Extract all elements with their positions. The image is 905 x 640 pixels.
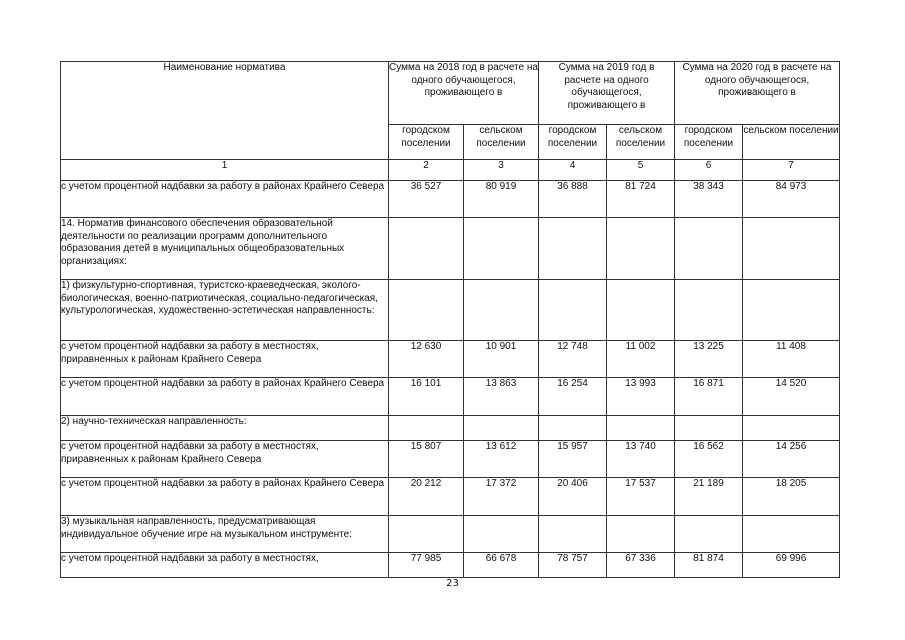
value-cell bbox=[675, 218, 743, 280]
value-cell bbox=[464, 416, 539, 441]
value-cell: 13 863 bbox=[464, 378, 539, 416]
value-cell bbox=[389, 218, 464, 280]
value-cell bbox=[743, 218, 840, 280]
value-cell: 11 002 bbox=[607, 341, 675, 378]
table-row bbox=[61, 441, 840, 478]
normative-table bbox=[60, 61, 840, 578]
header-row-groups bbox=[61, 62, 840, 125]
value-cell bbox=[675, 516, 743, 553]
value-cell bbox=[743, 416, 840, 441]
value-cell: 10 901 bbox=[464, 341, 539, 378]
subheader-rural-2018: сельском поселении bbox=[464, 125, 539, 160]
subheader-urban-2018: городском поселении bbox=[389, 125, 464, 160]
table-row bbox=[61, 378, 840, 416]
value-cell bbox=[464, 516, 539, 553]
value-cell bbox=[539, 416, 607, 441]
value-cell: 38 343 bbox=[675, 181, 743, 218]
value-cell: 14 256 bbox=[743, 441, 840, 478]
column-number: 4 bbox=[539, 160, 607, 181]
column-number: 7 bbox=[743, 160, 840, 181]
value-cell: 67 336 bbox=[607, 553, 675, 578]
value-cell: 11 408 bbox=[743, 341, 840, 378]
value-cell: 36 527 bbox=[389, 181, 464, 218]
column-number: 5 bbox=[607, 160, 675, 181]
table-row bbox=[61, 280, 840, 341]
value-cell: 16 871 bbox=[675, 378, 743, 416]
subheader-urban-2019: городском поселении bbox=[539, 125, 607, 160]
value-cell: 15 957 bbox=[539, 441, 607, 478]
value-cell: 21 189 bbox=[675, 478, 743, 516]
column-group-2020: Сумма на 2020 год в расчете на одного обучающегося, проживающего в bbox=[675, 62, 840, 125]
header-row-numbers bbox=[61, 160, 840, 181]
column-header-name: Наименование норматива bbox=[61, 62, 389, 160]
value-cell: 13 740 bbox=[607, 441, 675, 478]
row-name: 14. Норматив финансового обеспечения образовательной деятельности по реализации программ дополнительного образования детей в муниципальных общеобразовательных организациях: bbox=[61, 218, 389, 280]
value-cell: 12 748 bbox=[539, 341, 607, 378]
table-row bbox=[61, 478, 840, 516]
value-cell: 16 101 bbox=[389, 378, 464, 416]
value-cell: 18 205 bbox=[743, 478, 840, 516]
value-cell bbox=[607, 280, 675, 341]
value-cell: 13 225 bbox=[675, 341, 743, 378]
subheader-urban-2020: городском поселении bbox=[675, 125, 743, 160]
value-cell: 84 973 bbox=[743, 181, 840, 218]
subheader-rural-2019: сельском поселении bbox=[607, 125, 675, 160]
value-cell: 12 630 bbox=[389, 341, 464, 378]
table-row bbox=[61, 516, 840, 553]
column-number: 1 bbox=[61, 160, 389, 181]
value-cell bbox=[675, 280, 743, 341]
table-row bbox=[61, 341, 840, 378]
value-cell bbox=[464, 280, 539, 341]
value-cell: 66 678 bbox=[464, 553, 539, 578]
row-name: с учетом процентной надбавки за работу в районах Крайнего Севера bbox=[61, 478, 389, 516]
row-name: с учетом процентной надбавки за работу в местностях, приравненных к районам Крайнего Севера bbox=[61, 441, 389, 478]
value-cell bbox=[675, 416, 743, 441]
value-cell: 36 888 bbox=[539, 181, 607, 218]
row-name: с учетом процентной надбавки за работу в районах Крайнего Севера bbox=[61, 181, 389, 218]
table-row bbox=[61, 218, 840, 280]
value-cell bbox=[539, 280, 607, 341]
value-cell: 78 757 bbox=[539, 553, 607, 578]
value-cell bbox=[743, 280, 840, 341]
value-cell: 77 985 bbox=[389, 553, 464, 578]
column-number: 6 bbox=[675, 160, 743, 181]
value-cell: 81 874 bbox=[675, 553, 743, 578]
row-name: 1) физкультурно-спортивная, туристско-краеведческая, эколого-биологическая, военно-патриотическая, социально-педагогическая, культурологическая, художественно-эстетическая направленность: bbox=[61, 280, 389, 341]
row-name: с учетом процентной надбавки за работу в местностях, bbox=[61, 553, 389, 578]
value-cell bbox=[389, 416, 464, 441]
value-cell: 20 406 bbox=[539, 478, 607, 516]
value-cell bbox=[743, 516, 840, 553]
value-cell: 16 562 bbox=[675, 441, 743, 478]
value-cell: 20 212 bbox=[389, 478, 464, 516]
table-row bbox=[61, 416, 840, 441]
value-cell bbox=[389, 280, 464, 341]
value-cell: 13 993 bbox=[607, 378, 675, 416]
value-cell bbox=[607, 218, 675, 280]
table-row bbox=[61, 181, 840, 218]
table-row bbox=[61, 553, 840, 578]
value-cell bbox=[607, 516, 675, 553]
subheader-rural-2020: сельском поселении bbox=[743, 125, 840, 160]
row-name: 2) научно-техническая направленность: bbox=[61, 416, 389, 441]
value-cell bbox=[607, 416, 675, 441]
value-cell bbox=[539, 516, 607, 553]
value-cell: 15 807 bbox=[389, 441, 464, 478]
column-group-2018: Сумма на 2018 год в расчете на одного обучающегося, проживающего в bbox=[389, 62, 539, 125]
value-cell: 14 520 bbox=[743, 378, 840, 416]
value-cell: 13 612 bbox=[464, 441, 539, 478]
column-number: 3 bbox=[464, 160, 539, 181]
column-group-2019: Сумма на 2019 год в расчете на одного обучающегося, проживающего в bbox=[539, 62, 675, 125]
value-cell: 16 254 bbox=[539, 378, 607, 416]
page-number: 23 bbox=[446, 578, 459, 589]
value-cell: 81 724 bbox=[607, 181, 675, 218]
value-cell bbox=[389, 516, 464, 553]
value-cell bbox=[539, 218, 607, 280]
value-cell bbox=[464, 218, 539, 280]
row-name: с учетом процентной надбавки за работу в местностях, приравненных к районам Крайнего Севера bbox=[61, 341, 389, 378]
value-cell: 17 537 bbox=[607, 478, 675, 516]
column-number: 2 bbox=[389, 160, 464, 181]
row-name: 3) музыкальная направленность, предусматривающая индивидуальное обучение игре на музыкальном инструменте: bbox=[61, 516, 389, 553]
row-name: с учетом процентной надбавки за работу в районах Крайнего Севера bbox=[61, 378, 389, 416]
value-cell: 69 996 bbox=[743, 553, 840, 578]
value-cell: 17 372 bbox=[464, 478, 539, 516]
value-cell: 80 919 bbox=[464, 181, 539, 218]
